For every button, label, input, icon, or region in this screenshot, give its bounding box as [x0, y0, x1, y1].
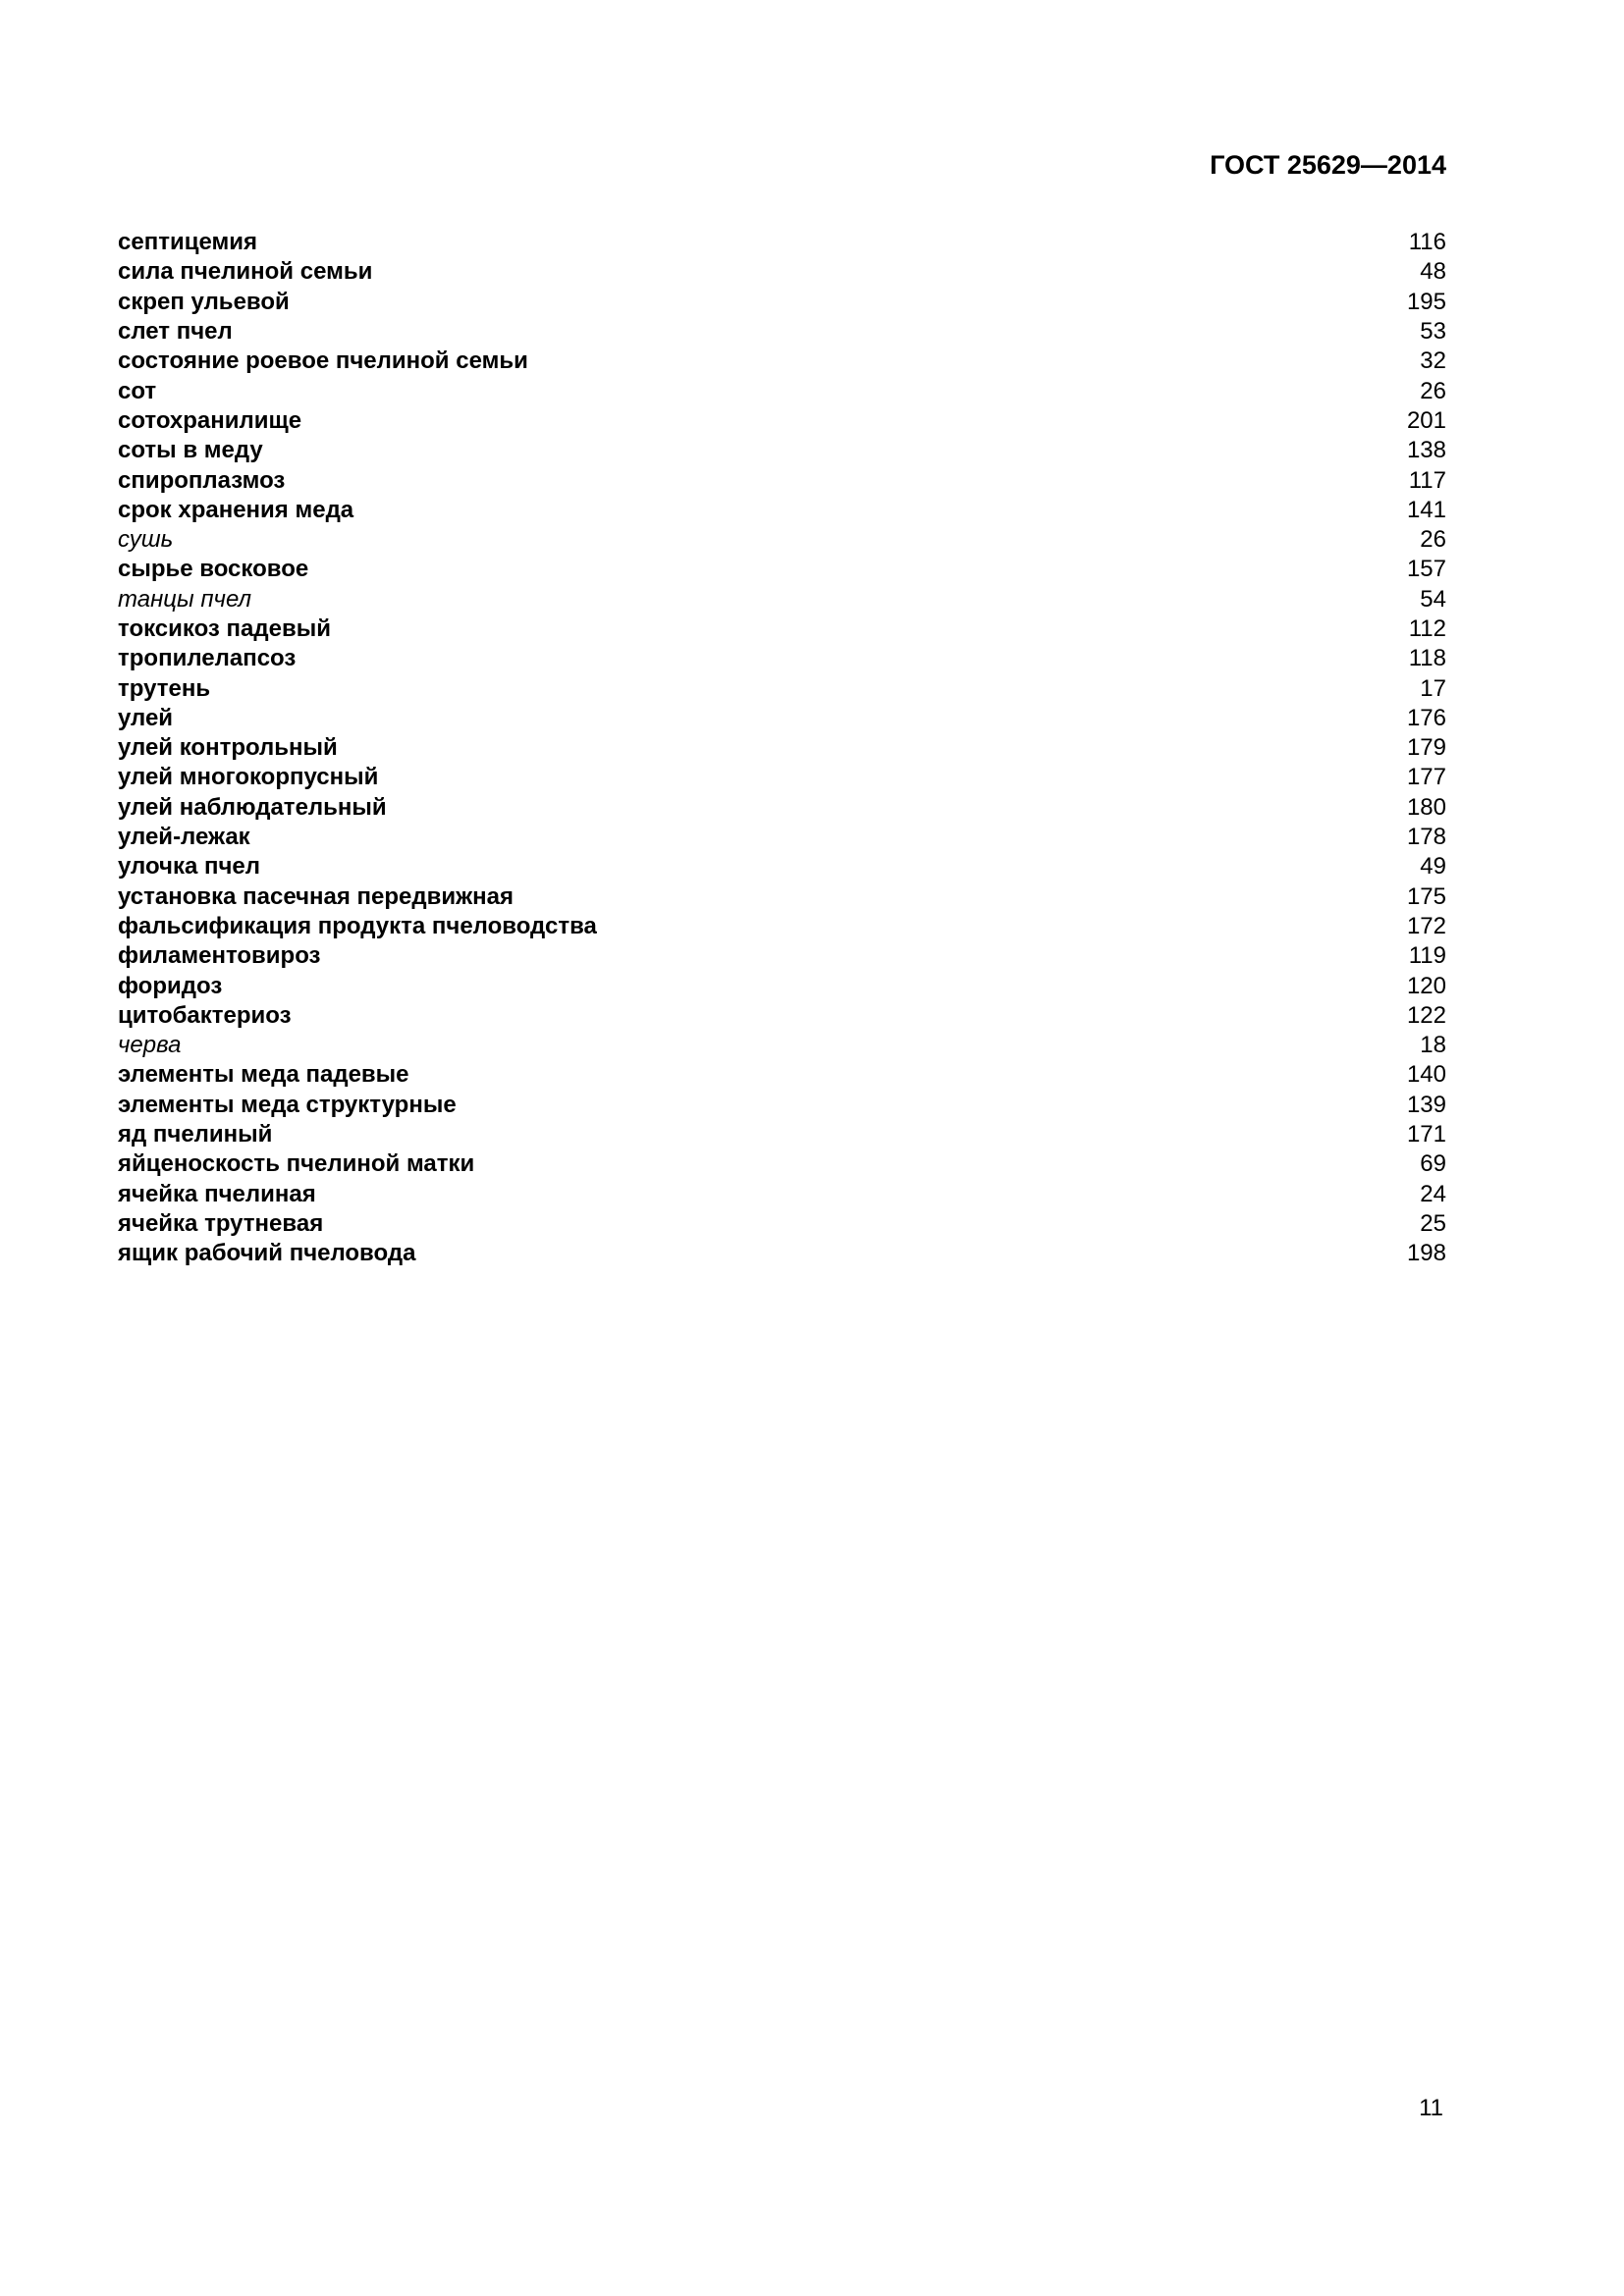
index-term-number: 198 — [1406, 1240, 1446, 1267]
index-term-number: 175 — [1406, 882, 1446, 910]
index-row — [118, 496, 1446, 525]
index-term: трутень — [118, 674, 211, 702]
index-row — [118, 317, 1446, 347]
index-term-number: 122 — [1406, 1001, 1446, 1029]
index-term-number: 118 — [1408, 645, 1446, 672]
index-term: ячейка трутневая — [118, 1209, 324, 1237]
index-row — [118, 793, 1446, 823]
index-term-number: 32 — [1420, 347, 1446, 375]
index-row — [118, 1060, 1446, 1090]
index-row — [118, 912, 1446, 941]
index-term-number: 195 — [1406, 288, 1446, 315]
index-term-number: 171 — [1406, 1121, 1446, 1148]
index-term-number: 180 — [1406, 793, 1446, 821]
index-term-number: 26 — [1420, 377, 1446, 404]
index-term: черва — [118, 1032, 182, 1059]
index-term: яд пчелиный — [118, 1121, 273, 1148]
index-term: скреп ульевой — [118, 288, 290, 315]
index-term: ячейка пчелиная — [118, 1180, 316, 1207]
index-term-number: 157 — [1406, 556, 1446, 583]
index-term-number: 53 — [1420, 318, 1446, 346]
index-term: сушь — [118, 526, 174, 554]
index-term: срок хранения меда — [118, 496, 354, 523]
index-term: фальсификация продукта пчеловодства — [118, 912, 597, 939]
index-row — [118, 614, 1446, 644]
index-row — [118, 257, 1446, 287]
index-row — [118, 555, 1446, 584]
alphabetical-index-list — [118, 228, 1446, 1268]
index-term: элементы меда падевые — [118, 1061, 409, 1089]
index-row — [118, 376, 1446, 405]
index-row — [118, 823, 1446, 852]
index-term-number: 177 — [1406, 764, 1446, 791]
index-row — [118, 288, 1446, 317]
page-number: 11 — [1419, 2095, 1443, 2121]
index-row — [118, 465, 1446, 495]
index-row — [118, 852, 1446, 881]
index-term: септицемия — [118, 229, 257, 256]
index-term-number: 54 — [1420, 585, 1446, 613]
index-term: слет пчел — [118, 318, 233, 346]
index-row — [118, 644, 1446, 673]
index-term-number: 112 — [1408, 615, 1446, 642]
index-term-number: 120 — [1406, 972, 1446, 999]
index-row — [118, 585, 1446, 614]
index-term: токсикоз падевый — [118, 615, 331, 642]
index-row — [118, 1180, 1446, 1209]
index-row — [118, 525, 1446, 555]
index-row — [118, 1001, 1446, 1031]
index-term: сотохранилище — [118, 406, 302, 434]
index-term-number: 139 — [1406, 1091, 1446, 1118]
index-term: филаментовироз — [118, 942, 321, 970]
index-term: цитобактериоз — [118, 1001, 292, 1029]
index-term: сила пчелиной семьи — [118, 258, 373, 286]
index-term: улей-лежак — [118, 824, 250, 851]
index-term: яйценоскость пчелиной матки — [118, 1150, 475, 1178]
index-term-number: 201 — [1406, 406, 1446, 434]
index-term-number: 172 — [1406, 912, 1446, 939]
index-row — [118, 436, 1446, 465]
index-row — [118, 763, 1446, 792]
index-term: тропилелапсоз — [118, 645, 297, 672]
index-term-number: 140 — [1406, 1061, 1446, 1089]
index-row — [118, 941, 1446, 971]
index-term: танцы пчел — [118, 585, 252, 613]
index-term-number: 176 — [1406, 704, 1446, 731]
index-term: состояние роевое пчелиной семьи — [118, 347, 528, 375]
index-term-number: 69 — [1420, 1150, 1446, 1178]
index-term: улей — [118, 704, 174, 731]
index-term-number: 49 — [1420, 853, 1446, 881]
index-row — [118, 673, 1446, 703]
index-row — [118, 1120, 1446, 1149]
index-term-number: 117 — [1408, 466, 1446, 494]
index-term-number: 178 — [1406, 824, 1446, 851]
index-term: улей многокорпусный — [118, 764, 379, 791]
index-term: форидоз — [118, 972, 223, 999]
index-row — [118, 733, 1446, 763]
index-row — [118, 971, 1446, 1000]
index-row — [118, 882, 1446, 912]
index-term: установка пасечная передвижная — [118, 882, 514, 910]
index-term-number: 138 — [1406, 437, 1446, 464]
index-term-number: 25 — [1420, 1209, 1446, 1237]
index-term-number: 116 — [1408, 229, 1446, 256]
index-term-number: 119 — [1408, 942, 1446, 970]
index-term-number: 17 — [1420, 674, 1446, 702]
index-term-number: 18 — [1420, 1032, 1446, 1059]
index-term-number: 24 — [1420, 1180, 1446, 1207]
index-term: элементы меда структурные — [118, 1091, 457, 1118]
index-term-number: 48 — [1420, 258, 1446, 286]
index-row — [118, 228, 1446, 257]
index-term: сырье восковое — [118, 556, 309, 583]
index-term-number: 26 — [1420, 526, 1446, 554]
index-row — [118, 1209, 1446, 1239]
index-term-number: 141 — [1406, 496, 1446, 523]
document-header-standard: ГОСТ 25629—2014 — [1210, 150, 1446, 180]
index-term-number: 179 — [1406, 734, 1446, 762]
index-row — [118, 1149, 1446, 1179]
index-row — [118, 1239, 1446, 1268]
index-term: улей контрольный — [118, 734, 338, 762]
index-row — [118, 1091, 1446, 1120]
index-row — [118, 704, 1446, 733]
index-term: сот — [118, 377, 157, 404]
index-term: ящик рабочий пчеловода — [118, 1240, 416, 1267]
index-term: соты в меду — [118, 437, 263, 464]
index-term: улочка пчел — [118, 853, 261, 881]
index-term: спироплазмоз — [118, 466, 286, 494]
index-row — [118, 347, 1446, 376]
index-row — [118, 406, 1446, 436]
index-term: улей наблюдательный — [118, 793, 387, 821]
index-row — [118, 1031, 1446, 1060]
